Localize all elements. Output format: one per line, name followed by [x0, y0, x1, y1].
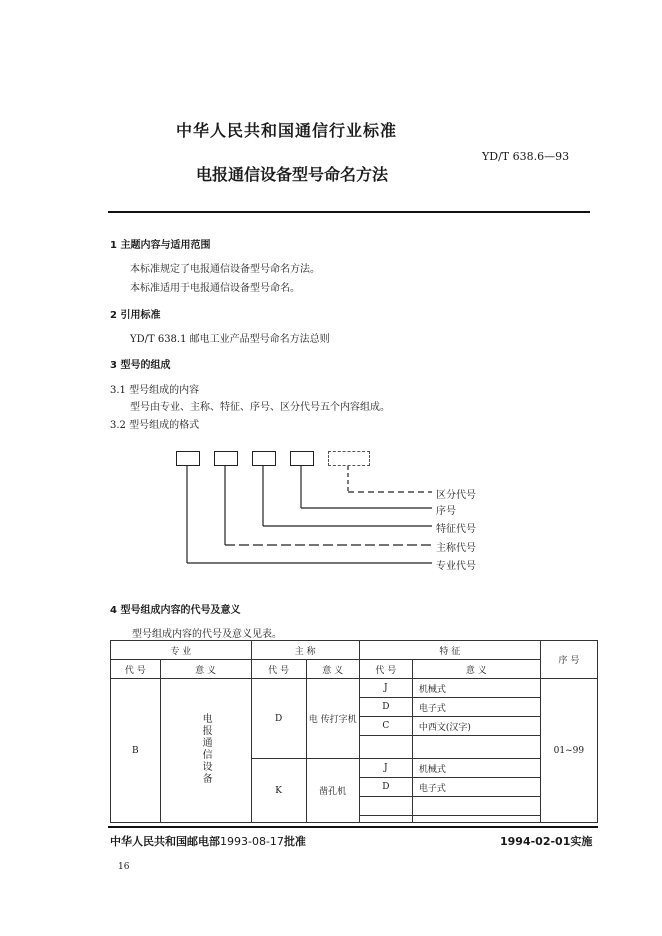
section-2-reference: YD/T 638.1 邮电工业产品型号命名方法总则: [130, 334, 330, 345]
section-1-heading: 1 主题内容与适用范围: [110, 240, 211, 251]
feature-meaning-cell: [412, 797, 540, 816]
subheader-code: 代 号: [251, 660, 306, 679]
feature-code-cell: C: [359, 717, 412, 736]
feature-code-cell: D: [359, 698, 412, 717]
footer-rule: [108, 826, 598, 828]
header-feature: 特 征: [359, 641, 540, 660]
standard-code: YD/T 638.6—93: [482, 150, 570, 163]
label-feature-code: 特征代号: [436, 524, 476, 535]
subheader-meaning: 意 义: [306, 660, 359, 679]
feature-code-cell: [359, 797, 412, 816]
feature-code-cell: [359, 816, 412, 823]
subheader-meaning: 意 义: [412, 660, 540, 679]
page-number: 16: [118, 862, 130, 872]
section-1-para-2: 本标准适用于电报通信设备型号命名。: [130, 283, 300, 294]
footer-implementation: [500, 833, 592, 849]
section-4-text: 型号组成内容的代号及意义见表。: [132, 629, 282, 640]
approval-date: 1993-08-17: [220, 835, 284, 848]
main-code-cell: K: [251, 759, 306, 823]
main-meaning-cell: 凿孔机: [306, 759, 359, 823]
implementation-date: 1994-02-01: [500, 835, 571, 848]
sequence-cell: 01~99: [540, 679, 597, 823]
section-3-1-heading: 3.1 型号组成的内容: [110, 385, 200, 396]
model-code-table: [110, 640, 598, 823]
section-3-2-heading: 3.2 型号组成的格式: [110, 420, 200, 431]
main-meaning-cell: 电 传打字机: [306, 679, 359, 759]
section-4-heading: 4 型号组成内容的代号及意义: [110, 605, 241, 616]
section-3-heading: 3 型号的组成: [110, 360, 171, 371]
feature-meaning-cell: 电子式: [412, 698, 540, 717]
label-profession-code: 专业代号: [436, 561, 476, 572]
main-code-cell: D: [251, 679, 306, 759]
section-1-para-1: 本标准规定了电报通信设备型号命名方法。: [130, 264, 320, 275]
org-title: 中华人民共和国通信行业标准: [176, 121, 398, 140]
issuer-name: 中华人民共和国邮电部: [110, 835, 220, 848]
label-main-name-code: 主称代号: [436, 543, 476, 554]
implementation-label: 实施: [570, 835, 593, 848]
subheader-code: 代 号: [111, 660, 161, 679]
feature-meaning-cell: 机械式: [412, 679, 540, 698]
profession-meaning-cell: [160, 679, 251, 823]
header-main-name: 主 称: [251, 641, 359, 660]
header-sequence: 序 号: [540, 641, 597, 679]
section-2-heading: 2 引用标准: [110, 310, 161, 321]
document-title: 电报通信设备型号命名方法: [196, 165, 389, 184]
feature-code-cell: D: [359, 778, 412, 797]
feature-meaning-cell: 电子式: [412, 778, 540, 797]
feature-meaning-cell: 中西文(汉字): [412, 717, 540, 736]
label-distinguish-code: 区分代号: [436, 490, 476, 501]
feature-meaning-cell: [412, 736, 540, 759]
feature-meaning-cell: 机械式: [412, 759, 540, 778]
feature-code-cell: J: [359, 679, 412, 698]
approval-label: 批准: [283, 835, 306, 848]
footer-approval: [110, 833, 306, 849]
feature-meaning-cell: [412, 816, 540, 823]
feature-code-cell: J: [359, 759, 412, 778]
profession-meaning-text: 电报通信设备: [200, 713, 212, 785]
profession-code-cell: B: [111, 679, 161, 823]
label-sequence-number: 序号: [436, 506, 456, 517]
feature-code-cell: [359, 736, 412, 759]
section-3-1-text: 型号由专业、主称、特征、序号、区分代号五个内容组成。: [130, 402, 390, 413]
header-profession: 专 业: [111, 641, 252, 660]
subheader-meaning: 意 义: [160, 660, 251, 679]
subheader-code: 代 号: [359, 660, 412, 679]
